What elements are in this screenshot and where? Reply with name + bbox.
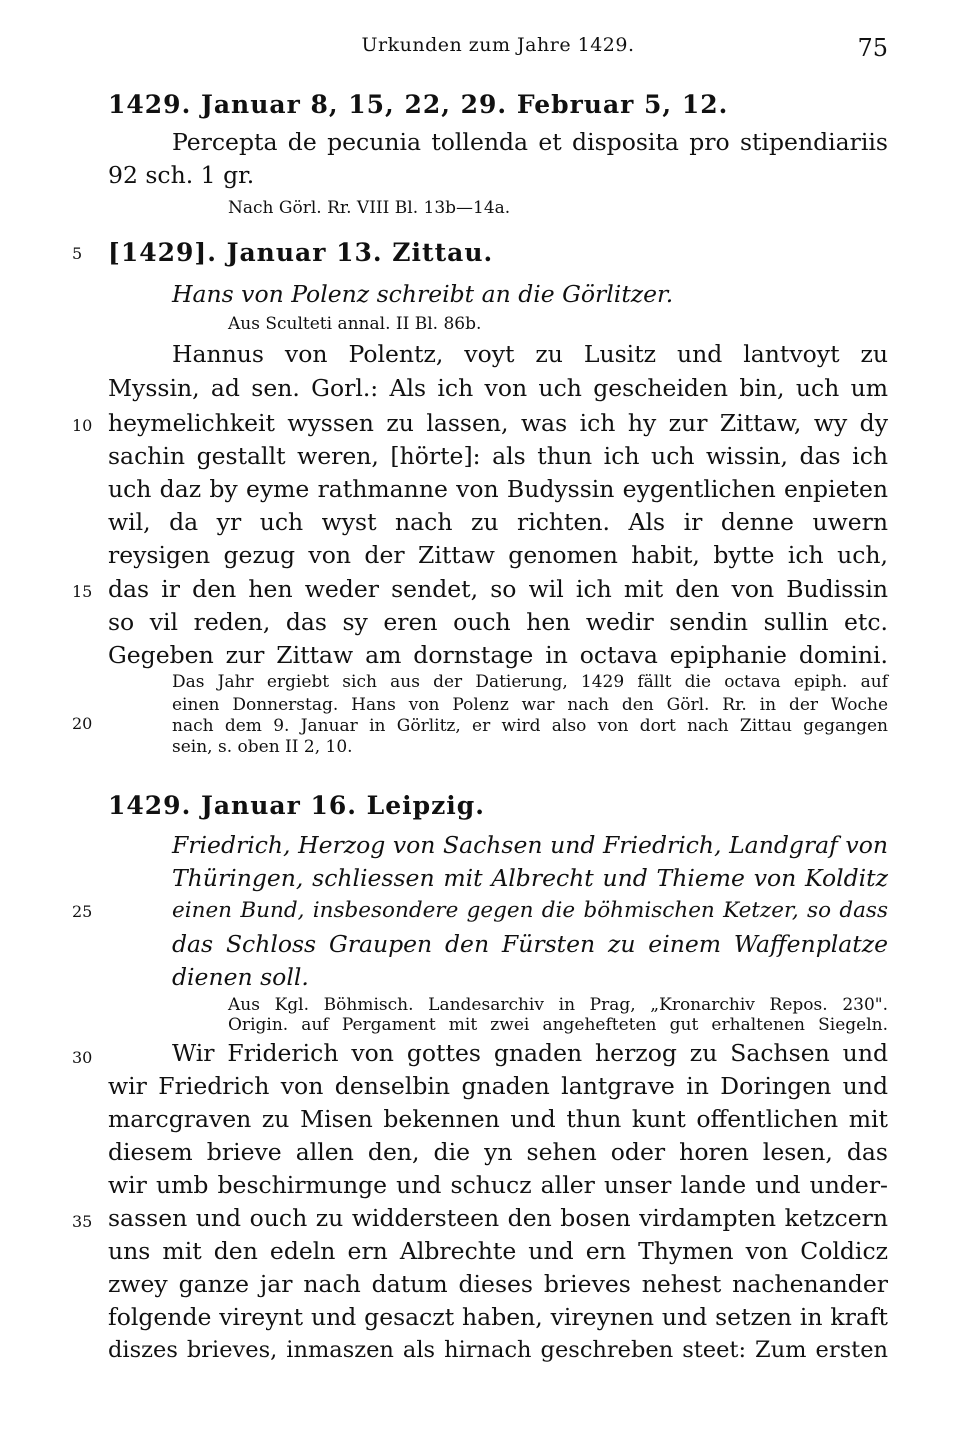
running-title: Urkunden zum Jahre 1429.	[361, 34, 635, 56]
entry-text-line: so vil reden, das sy eren ouch hen wedir sendin sullin etc.	[108, 608, 888, 636]
entry-text-line: sassen und ouch zu widdersteen den bosen virdampten ketzcern	[108, 1204, 888, 1232]
entry-text-line: zwey ganze jar nach datum dieses brieves nehest nachenander	[108, 1270, 888, 1298]
line-number: 20	[72, 714, 93, 733]
entry-text-line: uch daz by eyme rathmanne von Budyssin eygentlichen enpieten	[108, 475, 888, 503]
line-number: 10	[72, 416, 93, 435]
entry-text-line: Percepta de pecunia tollenda et disposita pro stipendiariis	[172, 128, 888, 156]
entry-text-line: reysigen gezug von der Zittaw genomen habit, bytte ich uch,	[108, 541, 888, 569]
line-number: 15	[72, 582, 93, 601]
entry-text-line: das ir den hen weder sendet, so wil ich mit den von Budissin	[108, 575, 888, 603]
entry-text-line: marcgraven zu Misen bekennen und thun kunt offentlichen mit	[108, 1105, 888, 1133]
entry-text-line: Wir Friderich von gottes gnaden herzog zu Sachsen und	[172, 1039, 888, 1067]
entry-text-line: uns mit den edeln ern Albrechte und ern Thymen von Coldicz	[108, 1237, 888, 1265]
entry-text-line: Hannus von Polentz, voyt zu Lusitz und lantvoyt zu	[172, 340, 888, 368]
entry-text-line: diszes brieves, inmaszen als hirnach geschreben steet: Zum ersten	[108, 1337, 888, 1363]
entry-text-line: wir Friedrich von denselbin gnaden lantgrave in Doringen und	[108, 1072, 888, 1100]
editor-note-line: einen Donnerstag. Hans von Polenz war nach den Görl. Rr. in der Woche	[172, 695, 888, 715]
entry-summary: Hans von Polenz schreibt an die Görlitzer.	[172, 280, 674, 308]
entry-text-line: wir umb beschirmunge und schucz aller unser lande und under-	[108, 1171, 888, 1199]
entry-summary-line: Thüringen, schliessen mit Albrecht und Thieme von Kolditz	[172, 864, 888, 892]
entry-text-line: diesem brieve allen den, die yn sehen oder horen lesen, das	[108, 1138, 888, 1166]
entry-summary-line: einen Bund, insbesondere gegen die böhmischen Ketzer, so dass	[172, 898, 888, 923]
source-citation-line: Origin. auf Pergament mit zwei angehefteten gut erhaltenen Siegeln.	[228, 1015, 888, 1035]
entry-text-line: Gegeben zur Zittaw am dornstage in octava epiphanie domini.	[108, 641, 888, 669]
page-number: 75	[857, 34, 888, 62]
entry-text-line: sachin gestallt weren, [hörte]: als thun ich uch wissin, das ich	[108, 442, 888, 470]
entry-summary-line: dienen soll.	[172, 963, 309, 991]
entry-text-line: wil, da yr uch wyst nach zu richten. Als ir denne uwern	[108, 508, 888, 536]
entry-text-line: heymelichkeit wyssen zu lassen, was ich hy zur Zittaw, wy dy	[108, 409, 888, 437]
running-head	[108, 34, 888, 62]
line-number: 5	[72, 244, 83, 263]
source-citation: Nach Görl. Rr. VIII Bl. 13b—14a.	[228, 198, 511, 218]
line-number: 30	[72, 1048, 93, 1067]
line-number: 35	[72, 1212, 93, 1231]
editor-note-line: sein, s. oben II 2, 10.	[172, 737, 353, 757]
editor-note-line: nach dem 9. Januar in Görlitz, er wird also von dort nach Zittau gegangen	[172, 716, 888, 736]
entry-heading: 1429. Januar 16. Leipzig.	[108, 791, 485, 820]
line-number: 25	[72, 902, 93, 921]
source-citation-line: Aus Kgl. Böhmisch. Landesarchiv in Prag, „Kronarchiv Repos. 230".	[228, 995, 888, 1015]
entry-text-line: Myssin, ad sen. Gorl.: Als ich von uch gescheiden bin, uch um	[108, 374, 888, 402]
editor-note-line: Das Jahr ergiebt sich aus der Datierung, 1429 fällt die octava epiph. auf	[172, 672, 888, 692]
entry-heading: [1429]. Januar 13. Zittau.	[108, 238, 494, 267]
entry-heading: 1429. Januar 8, 15, 22, 29. Februar 5, 12.	[108, 90, 729, 119]
entry-text-line: folgende vireynt und gesaczt haben, vireynen und setzen in kraft	[108, 1303, 888, 1331]
entry-summary-line: das Schloss Graupen den Fürsten zu einem Waffenplatze	[172, 930, 888, 958]
entry-text-line: 92 sch. 1 gr.	[108, 161, 255, 189]
source-citation: Aus Sculteti annal. II Bl. 86b.	[228, 314, 482, 334]
entry-summary-line: Friedrich, Herzog von Sachsen und Friedrich, Landgraf von	[172, 831, 888, 859]
